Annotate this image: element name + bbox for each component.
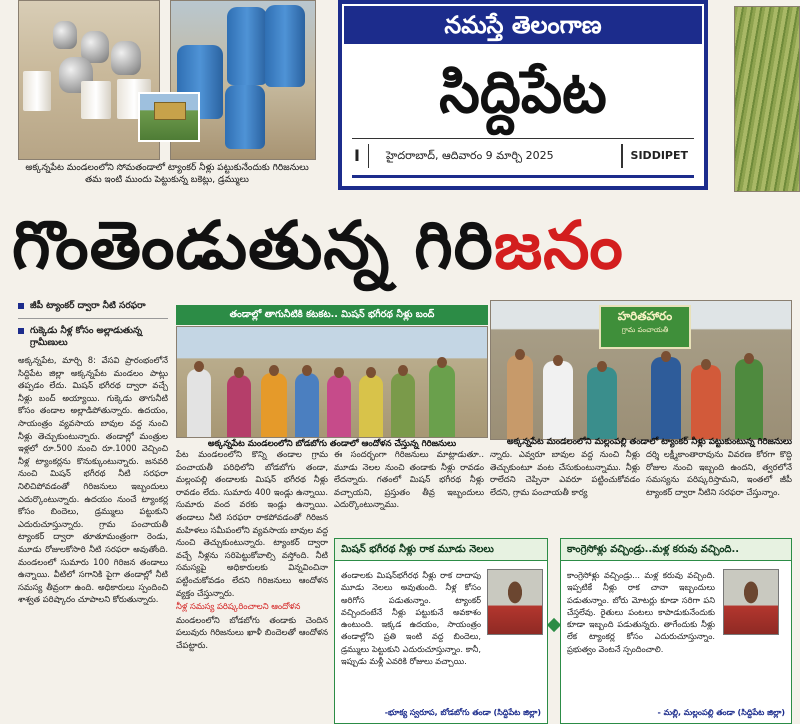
bucket-icon [81, 81, 111, 119]
person-icon [507, 355, 533, 439]
drum-icon [225, 85, 265, 149]
top-photo-caption: అక్కన్నపేట మండలంలోని సోమతండాలో ట్యాంకర్ నీళ్లు పట్టుకునేందుకు గిరిజనులు తమ ఇంటి ముందు పెట్టుకున్న బకెట్లు, డ్రమ్ములు [25, 163, 309, 185]
person-head-icon [334, 367, 344, 378]
person-icon [295, 373, 319, 437]
headline-highlight: జనం [493, 207, 624, 284]
person-icon [691, 365, 721, 439]
dateline: హైదరాబాద్, ఆదివారం 9 మార్చి 2025 [386, 149, 554, 162]
headline-main: గొంతెండుతున్న గిరి [12, 207, 494, 284]
bucket-icon [23, 71, 51, 111]
haritha-haram-sign [599, 305, 691, 349]
article-column-2 [176, 448, 328, 724]
person-icon [261, 373, 287, 437]
person-head-icon [366, 367, 376, 378]
person-head-icon [597, 361, 607, 372]
drum-icon [227, 7, 267, 85]
pot-icon [53, 21, 77, 49]
photo-band-title: తండాల్లో తాగునీటికి కటకట.. మిషన్ భగీరథ నీళ్లు బంద్ [176, 305, 488, 325]
quote-box-text: కాంగ్రెసోళ్లు వచ్చిండ్రు... మళ్ల కరువు వచ్చింది. ఇప్పటికే నీళ్లు రాక చానా ఇబ్బందులు పడుతున్నాం. బోరు మోటర్లు కూడా సరిగా పని చేస్తలేవు. రైతులు పంటలు కాపాడుకునేందుకు కూడా ఇబ్బంది పడుతున్నరు. తాగేందుకు నీళ్లు లేక ట్యాంకర్ల కోసం ఎదురుచూస్తున్నాం. ప్రభుత్వం వెంటనే స్పందించాలి. [567, 570, 715, 654]
box-divider-icon [547, 618, 561, 632]
highlight-item: గుక్కెడు నీళ్ల కోసం అల్లాడుతున్న గ్రామీణులు [18, 325, 168, 349]
article-text: పేట మండలంలోని కొన్ని తండాల గ్రామ పంచాయతీ పరిధిలోని బోడబోగు తండా, మల్లంపల్లి తండాలకు మిషన్ భగీరథ నీళ్లు రావడం లేదు. సుమారు 400 ఇండ్లు ఉన్నాయి. సుమారు వంద వరకు ఇండ్లు ఉన్నాయి. తండాలు నీటి సరఫరా రాకపోవడంతో గిరిజన మహిళలు సమీపంలోని వ్యవసాయ బావుల వద్ద నుంచి తెచ్చుకుంటున్నారు. ట్యాంకర్ ద్వారా వచ్చే నీళ్లను సరిపెట్టుకోవాల్సి వస్తోంది. నీటి సమస్యపై అధికారులకు విన్నవించినా పట్టించుకోవడం లేదని గిరిజనులు ఆందోళన వ్యక్తం చేస్తున్నారు. [176, 449, 328, 598]
person-icon [359, 375, 383, 437]
article-column-3 [334, 448, 484, 532]
person-icon [735, 359, 763, 439]
sign-subtitle: గ్రామ పంచాయతీ [621, 326, 669, 334]
masthead [338, 0, 708, 190]
person-icon [651, 357, 681, 439]
sign-title: హరితహారం [617, 309, 673, 323]
person-icon [327, 375, 351, 437]
signboard-icon [154, 102, 186, 120]
dateline-row [354, 144, 692, 168]
article-text: దర్శి లక్ష్మీకాంతారావును వివరణ కోరగా కొద్ది రోజుల నుంచి ఇబ్బంది ఉందని, త్వరలోనే సమస్యను పరిష్కరిస్తామని, ఇంతలో జీపీ ట్యాంకర్ ద్వారా నీటిని సరఫరా చేస్తున్నాం. [646, 449, 792, 497]
quote-box-text: తండాలకు మిషన్‌భగీరథ నీళ్లు రాక దాదాపు మూడు నెలలు అవుతుంది. నీళ్ల కోసం అరిగోస పడుతున్నాం. ట్యాంకర్ వచ్చిందంటేనే నీళ్లు పట్టుకునే అవకాశం ఉంటుంది. ఇక్కడ ఉదయం, సాయంత్రం తండాల్లోని ప్రతి ఇంటి వద్ద బిందెలు, డ్రమ్ములు పెట్టుకుని ఎదురుచూస్తున్నాం. కానీ, ఇప్పుడు మళ్లీ ఎవరికి రోజులు వచ్చాయి. [341, 570, 481, 667]
person-icon [429, 365, 455, 437]
person-icon [587, 367, 617, 439]
photo-field [734, 6, 800, 192]
pot-icon [111, 41, 141, 75]
person-head-icon [234, 367, 244, 378]
edition-name: సిద్దిపేట [439, 58, 607, 126]
person-head-icon [398, 365, 408, 376]
article-text: అక్కన్నపేట, మార్చి 8: వేసవి ప్రారంభంలోనే సిద్దిపేట జిల్లా అక్కన్నపేట మండలం పాట్లు తప్పడం లేదు. మిషన్ భగీరథ ద్వారా వచ్చే నీళ్లు బంద్ అయ్యాయి. గుక్కెడు తాగునీటి కోసం తండాల అల్లాడిపోతున్నారు. ఉదయం, సాయంత్రం వ్యవసాయ బావుల వద్ద నుంచి నీళ్లు తెచ్చుకుంటున్నారు. తండాల్లో మంత్రుల ఇళ్లలో రూ.500 నుంచి రూ.1000 వెచ్చించి నీళ్ల ట్యాంకర్లను కొనుక్కుంటున్నారు. జనవరి నుంచి మిషన్ భగీరథ నీటి సరఫరా నిలిచిపోవడంతో గిరిజనులు ఇబ్బందులు ఎదుర్కొంటున్నారు. ఉదయం నుంచే ట్యాంకర్ల కోసం బిందెలు, డ్రమ్ములు పట్టుకుని ఎదురుచూస్తున్నారు. గ్రామ పంచాయతీ ట్యాంకర్ ద్వారా తూతూమంత్రంగా రెండు, మూడు రోజులకోసారి నీటి సరఫరా అవుతోంది. మండలంలో సుమారు 100 గిరిజన తండాలు ఉన్నాయి. వీటిలో సగానికి పైగా తండాల్లో నీటి సమస్య తీవ్రంగా ఉంది. అధికారులు స్పందించి శాశ్వత పరిష్కారం చూపాలని కోరుతున్నారు. [18, 355, 168, 605]
person-head-icon [701, 359, 711, 370]
photo-caption-right: అక్కన్నపేట మండలంలోని మల్లంపల్లి తండాలో ట్యాంకర్ నీళ్లు పట్టుకుంటున్న గిరిజనులు [506, 437, 792, 447]
quote-box [334, 538, 548, 724]
article-column-5 [646, 448, 792, 532]
masthead-bottom-rule [352, 175, 694, 178]
article-column-1 [18, 354, 168, 724]
article-text: మండలంలోని బోడబోగు తండాకు చెందిన పలువురు గిరిజనులు ఖాళీ బిందెలతో ఆందోళన చేపట్టారు. [176, 614, 328, 650]
quote-box [560, 538, 792, 724]
person-head-icon [515, 349, 525, 360]
highlight-divider [18, 318, 168, 319]
person-head-icon [661, 351, 671, 362]
article-text: న్నారు. ఎవ్వరూ బావుల వద్ద నుంచి నీళ్లు తెచ్చుకుంటూ వంట చేసుకుంటున్నాము. నీళ్లు రాలేదని చెప్పినా ఎవరూ పట్టించుకోవడం లేదని, గ్రామ పంచాయతీ కార్య [490, 449, 640, 497]
person-head-icon [744, 353, 754, 364]
photo-caption-left: అక్కన్నపేట మండలంలోని బోడబోగు తండాలో ఆందోళన చేస్తున్న గిరిజనులు [207, 439, 457, 449]
quote-box-title: కాంగ్రెసోళ్లు వచ్చిండ్రు..మళ్ల కరువు వచ్చింది.. [561, 539, 791, 561]
page-number: I [354, 144, 369, 168]
person-icon [187, 369, 211, 437]
drum-icon [265, 5, 305, 87]
person-icon [227, 375, 251, 437]
photo-protest [176, 326, 488, 438]
portrait-photo [487, 569, 543, 635]
highlights [18, 300, 168, 355]
quote-signature: - మల్లి, మల్లంపల్లి తండా (సిద్దిపేట జిల్లా) [657, 708, 785, 717]
subheading: నీళ్ల సమస్య పరిష్కరించాలని ఆందోళన [176, 601, 301, 612]
edition-english: SIDDIPET [621, 144, 688, 168]
person-icon [543, 361, 573, 439]
portrait-photo [723, 569, 779, 635]
quote-box-title: మిషన్ భగీరథ నీళ్లు రాక మూడు నెలలు [335, 539, 547, 561]
masthead-rule [352, 138, 694, 139]
highlight-item: జీపీ ట్యాంకర్ ద్వారా నీటి సరఫరా [18, 300, 168, 312]
article-column-4 [490, 448, 640, 532]
person-head-icon [553, 355, 563, 366]
headline [12, 196, 792, 296]
person-head-icon [194, 361, 204, 372]
article-text: ఈ సందర్భంగా గిరిజనులు మాట్లాడుతూ.. మూడు నెలల నుంచి తండాకు నీళ్లు రావడం లేదన్నారు. గతంలో మిషన్ భగీరథ నీళ్లు వచ్చాయని, ప్రస్తుతం తీవ్ర ఇబ్బందులు ఎదుర్కొంటున్నాము. [334, 449, 484, 510]
person-icon [391, 373, 415, 437]
person-head-icon [437, 357, 447, 368]
inset-photo-sign [138, 92, 200, 142]
person-head-icon [302, 365, 312, 376]
person-head-icon [269, 365, 279, 376]
paper-name: నమస్తే తెలంగాణ [344, 6, 702, 44]
quote-signature: -భూక్య స్వరూప, బోడబోగు తండా (సిద్దిపేట జిల్లా) [384, 708, 541, 717]
photo-tanker [490, 300, 792, 440]
